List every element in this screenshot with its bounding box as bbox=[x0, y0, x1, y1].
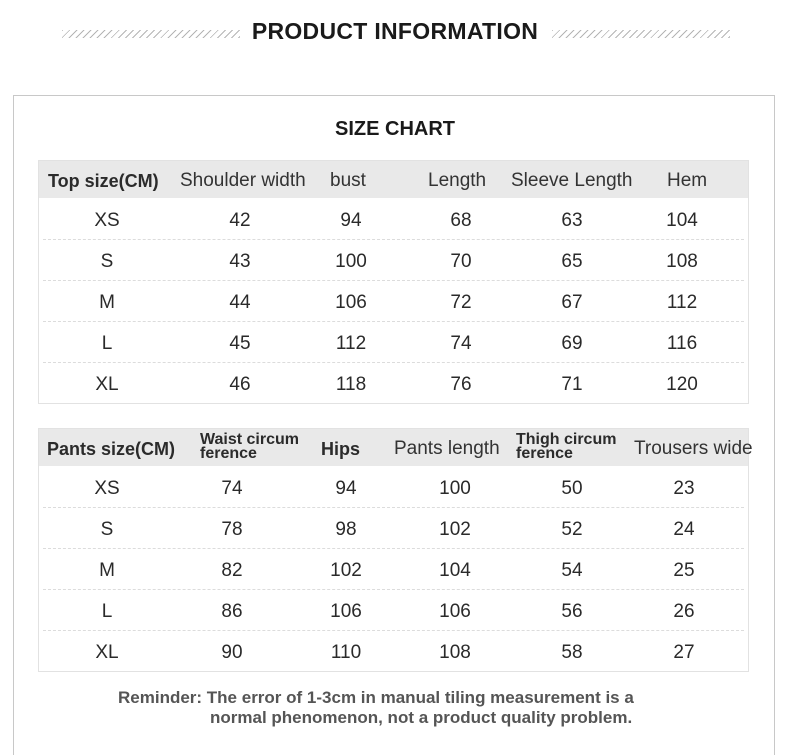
reminder-line-1: Reminder: The error of 1-3cm in manual tiling measurement is a bbox=[118, 688, 634, 707]
hips-cell: 98 bbox=[335, 519, 357, 540]
hem-cell: 112 bbox=[666, 292, 698, 313]
waist-cell: 74 bbox=[221, 478, 243, 499]
thigh-header-line-2: ference bbox=[516, 445, 573, 462]
bust-cell: 100 bbox=[335, 251, 367, 272]
length-cell: 74 bbox=[450, 333, 472, 354]
trousers-wide-cell: 25 bbox=[673, 560, 695, 581]
pants-length-cell: 106 bbox=[439, 601, 471, 622]
sleeve-length-cell: 71 bbox=[561, 374, 583, 395]
trousers-wide-cell: 23 bbox=[673, 478, 695, 499]
size-cell: M bbox=[99, 560, 115, 581]
pants-length-cell: 108 bbox=[439, 642, 471, 663]
hips-cell: 106 bbox=[330, 601, 362, 622]
table-row bbox=[39, 321, 748, 362]
column-header-hips: Hips bbox=[321, 439, 361, 459]
waist-cell: 86 bbox=[221, 601, 243, 622]
hem-cell: 104 bbox=[666, 210, 698, 231]
sleeve-length-cell: 63 bbox=[561, 210, 583, 231]
column-header-trousers-wide: Trousers wide bbox=[634, 438, 753, 459]
bust-cell: 94 bbox=[340, 210, 362, 231]
table-header bbox=[39, 161, 748, 198]
size-cell: XS bbox=[94, 210, 120, 231]
thigh-cell: 58 bbox=[561, 642, 583, 663]
top-size-table bbox=[38, 160, 749, 404]
column-header-hem: Hem bbox=[667, 170, 708, 191]
size-cell: L bbox=[101, 601, 113, 622]
table-row bbox=[39, 589, 748, 630]
hem-cell: 108 bbox=[666, 251, 698, 272]
sleeve-length-cell: 69 bbox=[561, 333, 583, 354]
waist-cell: 82 bbox=[221, 560, 243, 581]
pants-length-cell: 104 bbox=[439, 560, 471, 581]
table-row bbox=[39, 507, 748, 548]
shoulder-width-cell: 42 bbox=[229, 210, 251, 231]
column-header-top-size: Top size(CM) bbox=[48, 171, 159, 191]
table-row bbox=[39, 466, 748, 507]
length-cell: 76 bbox=[450, 374, 472, 395]
size-cell: S bbox=[100, 251, 114, 272]
size-cell: XL bbox=[95, 642, 119, 663]
table-header bbox=[39, 429, 753, 466]
hips-cell: 110 bbox=[330, 642, 362, 663]
column-header-sleeve-length: Sleeve Length bbox=[511, 170, 633, 191]
column-header-length: Length bbox=[428, 170, 487, 191]
table-row bbox=[39, 630, 748, 671]
hem-cell: 116 bbox=[666, 333, 698, 354]
table-row bbox=[39, 239, 748, 280]
table-row bbox=[39, 548, 748, 589]
shoulder-width-cell: 45 bbox=[229, 333, 251, 354]
waist-header-line-1: Waist circum bbox=[200, 431, 299, 448]
trousers-wide-cell: 26 bbox=[673, 601, 695, 622]
shoulder-width-cell: 46 bbox=[229, 374, 251, 395]
pants-length-cell: 102 bbox=[439, 519, 471, 540]
thigh-cell: 56 bbox=[561, 601, 583, 622]
thigh-cell: 52 bbox=[561, 519, 583, 540]
thigh-cell: 50 bbox=[561, 478, 583, 499]
size-chart-title: SIZE CHART bbox=[335, 118, 455, 140]
table-row bbox=[39, 198, 748, 239]
column-header-thigh-circumference bbox=[516, 429, 616, 470]
pants-size-table bbox=[38, 428, 753, 672]
table-row bbox=[39, 362, 748, 403]
column-header-bust: bust bbox=[330, 170, 366, 191]
sleeve-length-cell: 67 bbox=[561, 292, 583, 313]
table-row bbox=[39, 280, 748, 321]
length-cell: 68 bbox=[450, 210, 472, 231]
trousers-wide-cell: 27 bbox=[673, 642, 695, 663]
bust-cell: 112 bbox=[335, 333, 367, 354]
bust-cell: 106 bbox=[335, 292, 367, 313]
length-cell: 72 bbox=[450, 292, 472, 313]
waist-header-line-2: ference bbox=[200, 445, 257, 462]
length-cell: 70 bbox=[450, 251, 472, 272]
thigh-header-line-1: Thigh circum bbox=[516, 431, 617, 448]
thigh-cell: 54 bbox=[561, 560, 583, 581]
hips-cell: 94 bbox=[335, 478, 357, 499]
size-cell: M bbox=[99, 292, 115, 313]
column-header-pants-length: Pants length bbox=[394, 438, 500, 459]
hem-cell: 120 bbox=[666, 374, 698, 395]
column-header-waist-circumference bbox=[200, 429, 299, 470]
waist-cell: 90 bbox=[221, 642, 243, 663]
size-cell: XL bbox=[95, 374, 119, 395]
size-cell: S bbox=[100, 519, 114, 540]
column-header-shoulder-width: Shoulder width bbox=[180, 170, 306, 191]
header-decoration-right bbox=[552, 30, 730, 38]
shoulder-width-cell: 43 bbox=[229, 251, 251, 272]
column-header-pants-size: Pants size(CM) bbox=[47, 439, 176, 459]
size-cell: L bbox=[101, 333, 113, 354]
trousers-wide-cell: 24 bbox=[673, 519, 695, 540]
size-cell: XS bbox=[94, 478, 120, 499]
bust-cell: 118 bbox=[335, 374, 367, 395]
hips-cell: 102 bbox=[330, 560, 362, 581]
pants-length-cell: 100 bbox=[439, 478, 471, 499]
sleeve-length-cell: 65 bbox=[561, 251, 583, 272]
waist-cell: 78 bbox=[221, 519, 243, 540]
reminder-line-2: normal phenomenon, not a product quality problem. bbox=[210, 708, 633, 727]
page-title: PRODUCT INFORMATION bbox=[251, 18, 539, 44]
shoulder-width-cell: 44 bbox=[229, 292, 251, 313]
